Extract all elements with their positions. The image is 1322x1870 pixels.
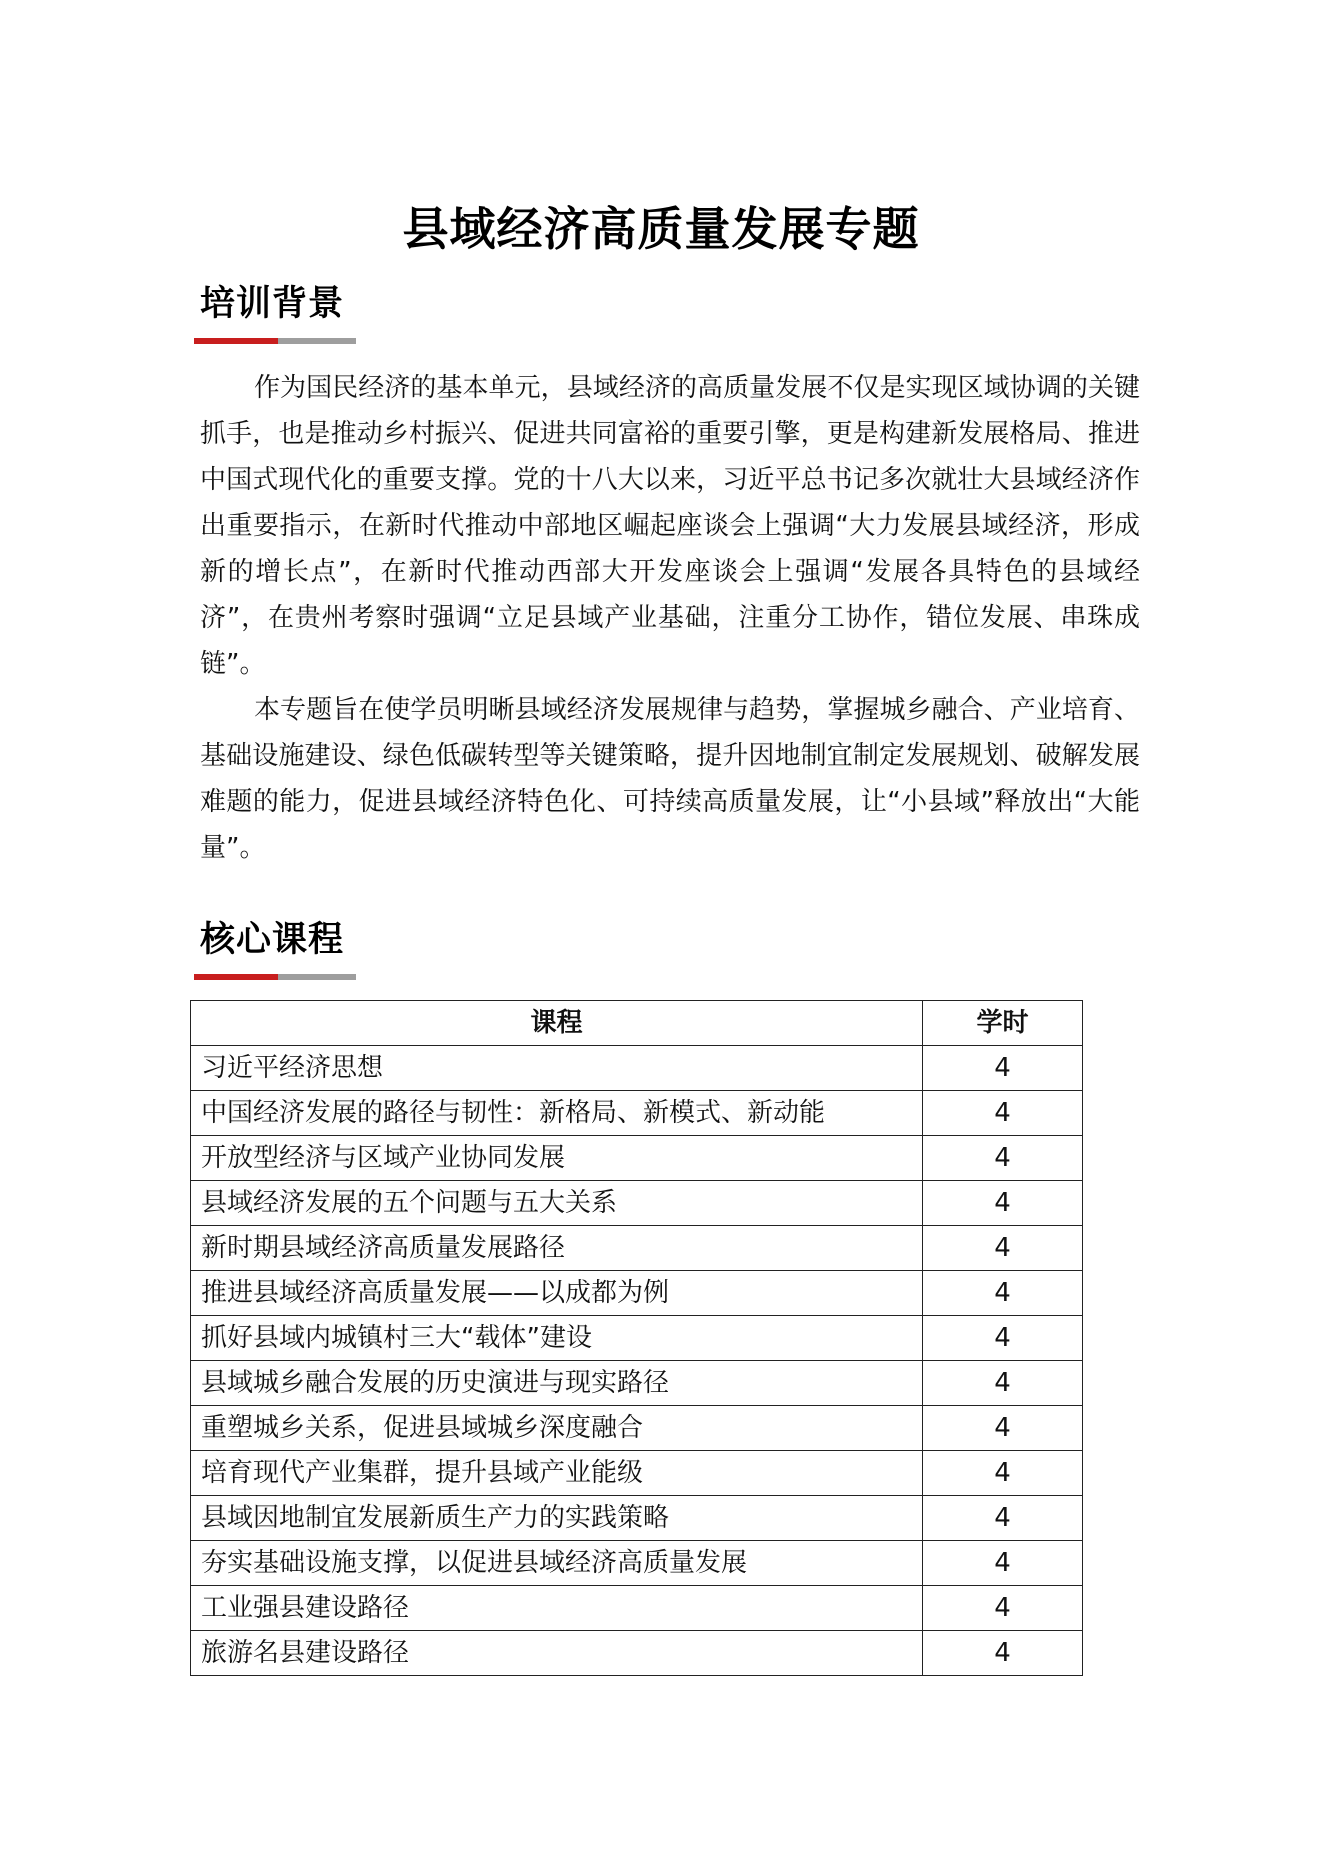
course-hours-cell: 4 bbox=[923, 1361, 1083, 1406]
course-name-cell: 培育现代产业集群，提升县域产业能级 bbox=[191, 1451, 923, 1496]
course-rows bbox=[191, 1046, 1083, 1676]
course-name-cell: 夯实基础设施支撑，以促进县域经济高质量发展 bbox=[191, 1541, 923, 1586]
section-heading-courses: 核心课程 bbox=[200, 920, 345, 960]
course-name-cell: 县域城乡融合发展的历史演进与现实路径 bbox=[191, 1361, 923, 1406]
underline-gray-segment bbox=[278, 338, 356, 344]
course-hours-cell: 4 bbox=[923, 1541, 1083, 1586]
underline-red-segment bbox=[194, 338, 278, 344]
table-row bbox=[191, 1181, 1083, 1226]
course-hours-cell: 4 bbox=[923, 1181, 1083, 1226]
table-row bbox=[191, 1586, 1083, 1631]
section-underline-background bbox=[194, 338, 356, 344]
underline-gray-segment bbox=[278, 974, 356, 980]
course-hours-cell: 4 bbox=[923, 1046, 1083, 1091]
table-row bbox=[191, 1496, 1083, 1541]
course-hours-cell: 4 bbox=[923, 1091, 1083, 1136]
table-row bbox=[191, 1226, 1083, 1271]
course-name-cell: 中国经济发展的路径与韧性：新格局、新模式、新动能 bbox=[191, 1091, 923, 1136]
course-name-cell: 旅游名县建设路径 bbox=[191, 1631, 923, 1676]
course-hours-cell: 4 bbox=[923, 1406, 1083, 1451]
course-hours-cell: 4 bbox=[923, 1451, 1083, 1496]
column-header-course: 课程 bbox=[191, 1001, 923, 1046]
table-row bbox=[191, 1271, 1083, 1316]
course-hours-cell: 4 bbox=[923, 1271, 1083, 1316]
course-hours-cell: 4 bbox=[923, 1631, 1083, 1676]
section-heading-background: 培训背景 bbox=[200, 284, 345, 324]
course-name-cell: 县域因地制宜发展新质生产力的实践策略 bbox=[191, 1496, 923, 1541]
course-hours-cell: 4 bbox=[923, 1316, 1083, 1361]
underline-red-segment bbox=[194, 974, 278, 980]
course-name-cell: 工业强县建设路径 bbox=[191, 1586, 923, 1631]
table-row bbox=[191, 1136, 1083, 1181]
background-paragraph-2: 本专题旨在使学员明晰县域经济发展规律与趋势，掌握城乡融合、产业培育、基础设施建设、绿色低碳转型等关键策略，提升因地制宜制定发展规划、破解发展难题的能力，促进县域经济特色化、可持续高质量发展，让“小县域”释放出“大能量”。 bbox=[200, 695, 1140, 863]
table-row bbox=[191, 1046, 1083, 1091]
course-name-cell: 新时期县域经济高质量发展路径 bbox=[191, 1226, 923, 1271]
course-name-cell: 重塑城乡关系，促进县域城乡深度融合 bbox=[191, 1406, 923, 1451]
background-text bbox=[200, 365, 1140, 871]
course-name-cell: 推进县域经济高质量发展——以成都为例 bbox=[191, 1271, 923, 1316]
course-table bbox=[190, 1000, 1083, 1676]
course-hours-cell: 4 bbox=[923, 1586, 1083, 1631]
background-paragraph-1: 作为国民经济的基本单元，县域经济的高质量发展不仅是实现区域协调的关键抓手，也是推动乡村振兴、促进共同富裕的重要引擎，更是构建新发展格局、推进中国式现代化的重要支撑。党的十八大以来，习近平总书记多次就壮大县域经济作出重要指示，在新时代推动中部地区崛起座谈会上强调“大力发展县域经济，形成新的增长点”，在新时代推动西部大开发座谈会上强调“发展各具特色的县域经济”，在贵州考察时强调“立足县域产业基础，注重分工协作，错位发展、串珠成链”。 bbox=[200, 373, 1140, 679]
table-row bbox=[191, 1451, 1083, 1496]
course-name-cell: 开放型经济与区域产业协同发展 bbox=[191, 1136, 923, 1181]
course-name-cell: 县域经济发展的五个问题与五大关系 bbox=[191, 1181, 923, 1226]
course-name-cell: 习近平经济思想 bbox=[191, 1046, 923, 1091]
section-underline-courses bbox=[194, 974, 356, 980]
page-title: 县域经济高质量发展专题 bbox=[402, 201, 920, 256]
table-row bbox=[191, 1091, 1083, 1136]
course-hours-cell: 4 bbox=[923, 1496, 1083, 1541]
table-row bbox=[191, 1316, 1083, 1361]
course-hours-cell: 4 bbox=[923, 1226, 1083, 1271]
table-row bbox=[191, 1361, 1083, 1406]
course-name-cell: 抓好县域内城镇村三大“载体”建设 bbox=[191, 1316, 923, 1361]
table-row bbox=[191, 1631, 1083, 1676]
table-row bbox=[191, 1406, 1083, 1451]
column-header-hours: 学时 bbox=[923, 1001, 1083, 1046]
table-header-row bbox=[191, 1001, 1083, 1046]
table-row bbox=[191, 1541, 1083, 1586]
course-hours-cell: 4 bbox=[923, 1136, 1083, 1181]
